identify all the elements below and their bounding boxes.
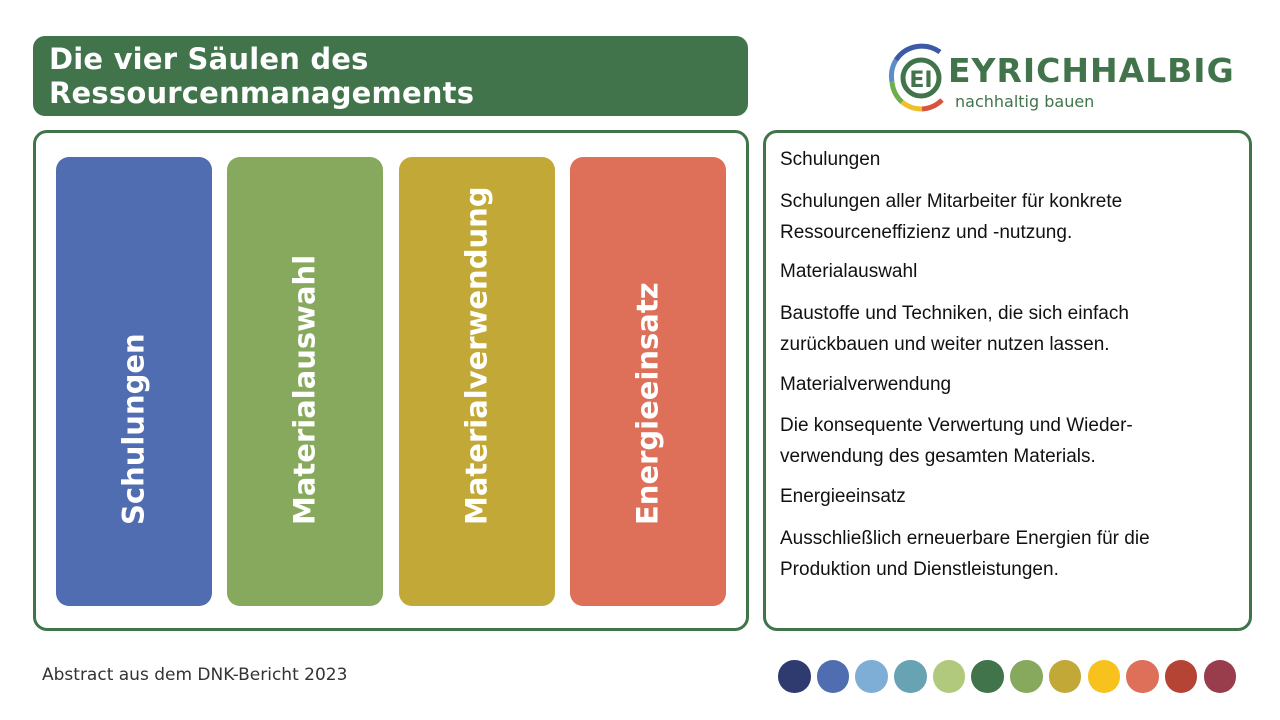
detail-heading: Materialverwendung [780,373,952,395]
company-logo [888,40,1233,116]
logo-name: EYRICHHALBIG [948,51,1235,90]
title-bar [33,36,748,116]
detail-heading: Schulungen [780,149,881,170]
pillar-label: Materialauswahl [287,255,322,526]
logo-tagline: nachhaltig bauen [955,92,1095,111]
detail-heading: Energieeinsatz [780,485,906,507]
palette-dot [971,660,1004,693]
pillar-materialverwendung [399,157,555,606]
detail-section [780,149,1235,248]
detail-heading: Materialauswahl [780,261,918,283]
palette-dot [894,660,927,693]
palette-dot [1049,660,1082,693]
palette-dot [1204,660,1237,693]
detail-text: Baustoffe und Techniken, die sich einfach zurückbauen und weiter nutzen lassen. [780,303,1129,355]
palette-dot [855,660,888,693]
logo-letters: EI [909,68,933,93]
detail-section [780,261,1235,360]
palette-dot [1010,660,1043,693]
palette-dot [778,660,811,693]
palette-dot [933,660,966,693]
detail-text: Ausschließlich erneuerbare Energien für die Produktion und Dienstleistungen. [780,527,1150,580]
page-title: Die vier Säulen des Ressourcenmanagements [49,42,475,110]
detail-text: Die konsequente Verwertung und Wieder-verwendung des gesamten Materials. [780,415,1133,468]
pillar-energieeinsatz [570,157,726,606]
color-palette [778,660,1236,692]
pillar-label: Materialverwendung [459,186,494,526]
palette-dot [1126,660,1159,693]
palette-dot [1165,660,1198,693]
pillars-panel [33,130,749,631]
palette-dot [817,660,850,693]
details-panel [763,130,1252,631]
footer-source: Abstract aus dem DNK-Bericht 2023 [42,665,348,685]
detail-section [780,374,1235,473]
pillar-label: Schulungen [116,333,151,526]
pillar-schulungen [56,157,212,606]
detail-text: Schulungen aller Mitarbeiter für konkrete Ressourceneffizienz und -nutzung. [780,190,1123,243]
palette-dot [1088,660,1121,693]
logo-emblem-icon [888,40,952,116]
detail-section [780,486,1235,585]
pillar-label: Energieeinsatz [630,282,665,526]
pillar-materialauswahl [227,157,383,606]
